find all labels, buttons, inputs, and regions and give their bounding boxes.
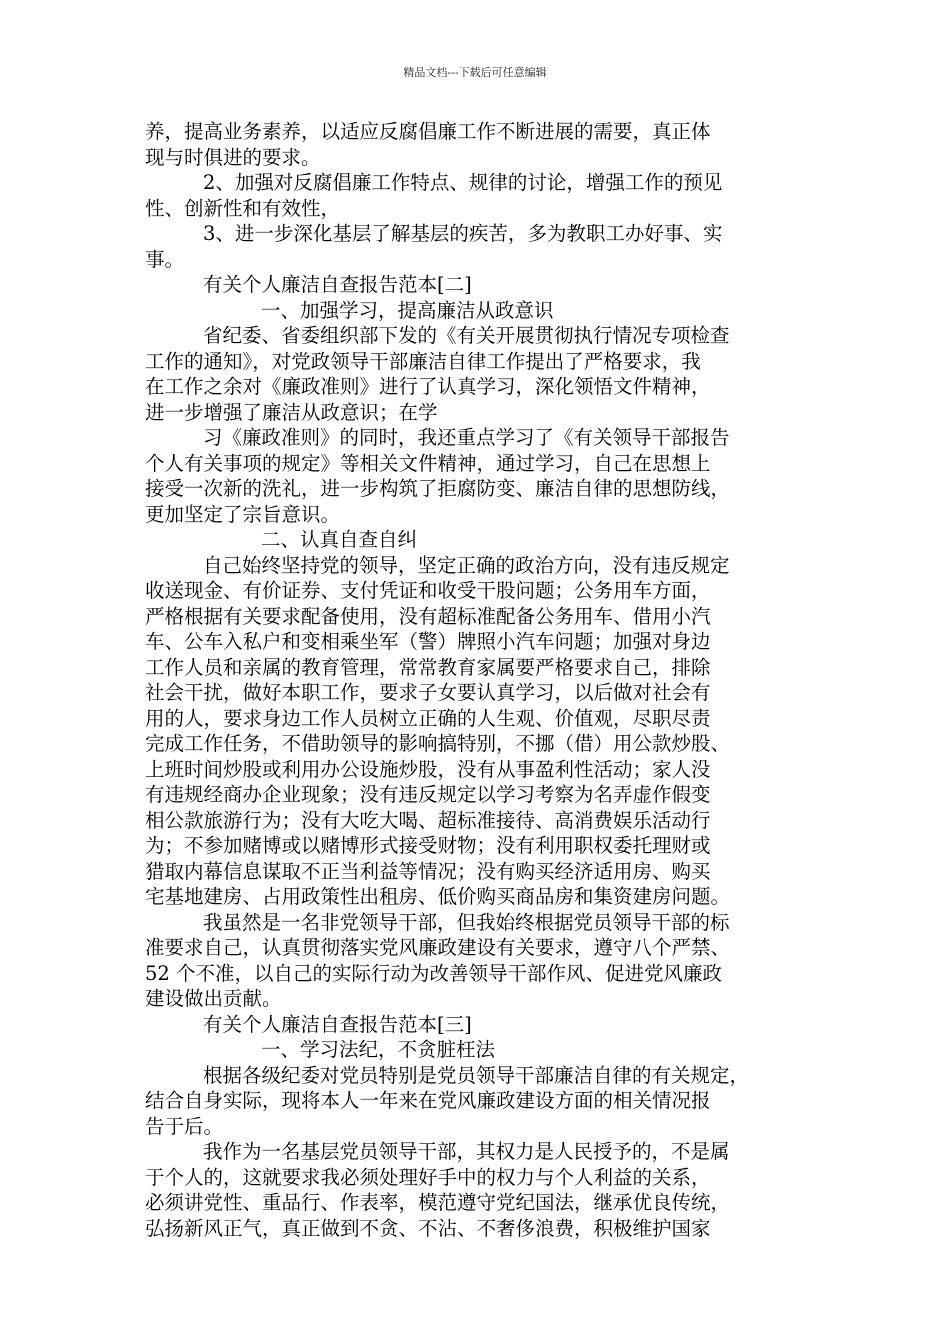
text-line: 相公款旅游行为；没有大吃大喝、超标准接待、高消费娱乐活动行 xyxy=(145,808,711,832)
text-line: 于个人的，这就要求我必须处理好手中的权力与个人利益的关系， xyxy=(145,1165,711,1189)
text-line: 结合自身实际，现将本人一年来在党风廉政建设方面的相关情况报 xyxy=(145,1089,711,1112)
text-line: 建设做出贡献。 xyxy=(145,987,282,1010)
text-line: 弘扬新风正气，真正做到不贪、不沾、不奢侈浪费，积极维护国家 xyxy=(145,1216,711,1240)
text-line: 事。 xyxy=(145,247,185,271)
text-line: 更加坚定了宗旨意识。 xyxy=(145,502,341,526)
text-line: 我作为一名基层党员领导干部，其权力是人民授予的，不是属 xyxy=(203,1140,730,1163)
text-line: 必须讲党性、重品行、作表率，模范遵守党纪国法，继承优良传统， xyxy=(145,1191,731,1214)
text-line: 52 个不准，以自己的实际行动为改善领导干部作风、促进党风廉政 xyxy=(145,961,723,985)
text-line: 严格根据有关要求配备使用，没有超标准配备公务用车、借用小汽 xyxy=(145,604,711,628)
text-line: 2、加强对反腐倡廉工作特点、规律的讨论，增强工作的预见 xyxy=(203,171,723,194)
page-header: 精品文档---下载后可任意编辑 xyxy=(403,66,547,79)
text-line: 准要求自己，认真贯彻落实党风廉政建设有关要求，遵守八个严禁、 xyxy=(145,936,731,959)
text-line: 社会干扰，做好本职工作，要求子女要认真学习，以后做对社会有 xyxy=(145,681,711,704)
text-line: 车、公车入私户和变相乘坐军（警）牌照小汽车问题；加强对身边 xyxy=(145,630,711,653)
text-line: 有关个人廉洁自查报告范本[三] xyxy=(203,1012,472,1036)
text-line: 接受一次新的洗礼，进一步构筑了拒腐防变、廉洁自律的思想防线， xyxy=(145,477,731,500)
text-line: 完成工作任务，不借助领导的影响搞特别，不挪（借）用公款炒股、 xyxy=(145,732,731,755)
text-line: 用的人，要求身边工作人员树立正确的人生观、价值观，尽职尽责 xyxy=(145,706,711,730)
text-line: 省纪委、省委组织部下发的《有关开展贯彻执行情况专项检查 xyxy=(203,324,730,347)
text-line: 在工作之余对《廉政准则》进行了认真学习，深化领悟文件精神， xyxy=(145,375,711,398)
document-body xyxy=(145,119,805,1241)
text-line: 猎取内幕信息谋取不正当利益等情况；没有购买经济适用房、购买 xyxy=(145,859,711,883)
text-line: 工作的通知》，对党政领导干部廉洁自律工作提出了严格要求，我 xyxy=(145,349,701,373)
text-line: 宅基地建房、占用政策性出租房、低价购买商品房和集资建房问题。 xyxy=(145,885,731,908)
text-line: 为；不参加赌博或以赌博形式接受财物；没有利用职权委托理财或 xyxy=(145,834,711,857)
text-line: 一、学习法纪，不贪脏枉法 xyxy=(261,1038,496,1061)
text-line: 上班时间炒股或利用办公设施炒股，没有从事盈利性活动；家人没 xyxy=(145,757,711,781)
text-line: 个人有关事项的规定》等相关文件精神，通过学习，自己在思想上 xyxy=(145,451,711,475)
text-line: 有关个人廉洁自查报告范本[二] xyxy=(203,273,472,296)
text-line: 自己始终坚持党的领导，坚定正确的政治方向，没有违反规定 xyxy=(203,553,730,577)
text-line: 根据各级纪委对党员特别是党员领导干部廉洁自律的有关规定， xyxy=(203,1063,750,1087)
text-line: 告于后。 xyxy=(145,1114,224,1138)
text-line: 现与时俱进的要求。 xyxy=(145,145,321,169)
text-line: 收送现金、有价证券、支付凭证和收受干股问题；公务用车方面， xyxy=(145,579,711,602)
text-line: 习《廉政准则》的同时，我还重点学习了《有关领导干部报告 xyxy=(203,426,730,449)
text-line: 我虽然是一名非党领导干部，但我始终根据党员领导干部的标 xyxy=(203,910,730,934)
text-line: 养，提高业务素养，以适应反腐倡廉工作不断进展的需要，真正体 xyxy=(145,120,711,143)
text-line: 有违规经商办企业现象；没有违反规定以学习考察为名弄虚作假变 xyxy=(145,783,711,806)
text-line: 性、创新性和有效性， xyxy=(145,196,341,220)
text-line: 3、进一步深化基层了解基层的疾苦，多为教职工办好事、实 xyxy=(203,222,723,245)
text-line: 一、加强学习，提高廉洁从政意识 xyxy=(261,298,554,322)
text-line: 二、认真自查自纠 xyxy=(261,528,418,551)
text-line: 进一步增强了廉洁从政意识；在学 xyxy=(145,400,438,424)
text-line: 工作人员和亲属的教育管理，常常教育家属要严格要求自己，排除 xyxy=(145,655,711,679)
